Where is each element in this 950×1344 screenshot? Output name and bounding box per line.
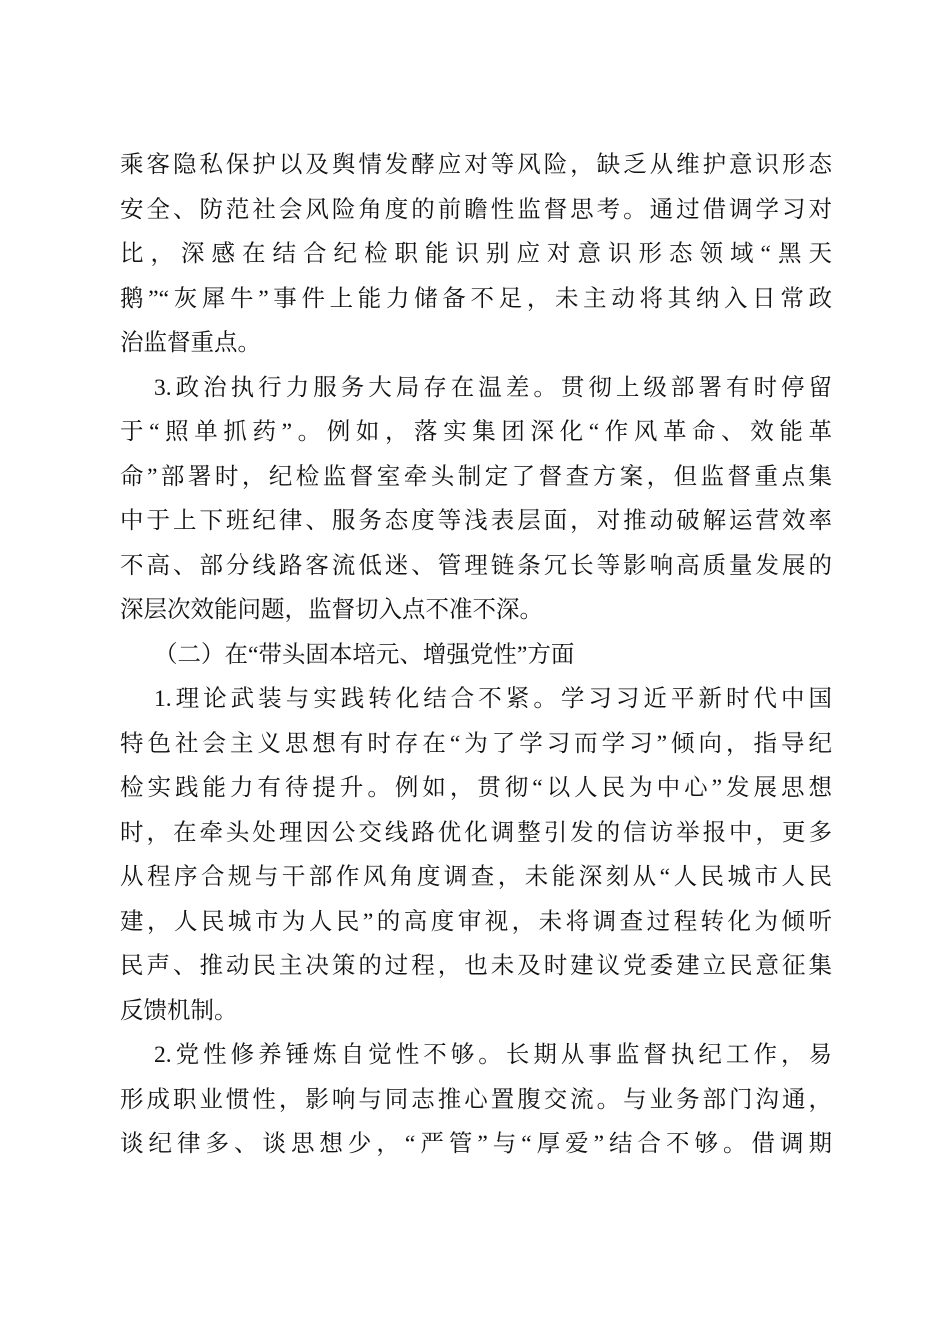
text-line: 反馈机制。 [120,997,238,1024]
text-line: 命”部署时，纪检监督室牵头制定了督查方案，但监督重点集 [120,463,832,490]
text-line: 2.党性修养锤炼自觉性不够。长期从事监督执纪工作，易 [154,1042,832,1068]
text-line: 不高、部分线路客流低迷、管理链条冗长等影响高质量发展的 [120,552,832,579]
text-line: 1.理论武装与实践转化结合不紧。学习习近平新时代中国 [154,686,832,712]
text-line: 特色社会主义思想有时存在“为了学习而学习”倾向，指导纪 [120,730,832,757]
text-line: 形成职业惯性，影响与同志推心置腹交流。与业务部门沟通， [120,1086,832,1113]
section-heading [120,633,832,678]
paragraph [120,1033,832,1167]
text-line: 民声、推动民主决策的过程，也未及时建议党委建立民意征集 [120,953,832,979]
text-line: 中于上下班纪律、服务态度等浅表层面，对推动破解运营效率 [120,508,832,534]
document-page [120,143,832,1167]
text-line: 时，在牵头处理因公交线路优化调整引发的信访举报中，更多 [120,819,832,846]
paragraph [120,677,832,1033]
text-line: 3.政治执行力服务大局存在温差。贯彻上级部署有时停留 [154,374,832,401]
paragraph [120,143,832,366]
text-line: 安全、防范社会风险角度的前瞻性监督思考。通过借调学习对 [120,196,832,223]
heading-text: （二）在“带头固本培元、增强党性”方面 [154,641,575,668]
text-line: 鹅”“灰犀牛”事件上能力储备不足，未主动将其纳入日常政 [120,285,832,312]
text-line: 深层次效能问题，监督切入点不准不深。 [120,597,543,623]
text-line: 乘客隐私保护以及舆情发酵应对等风险，缺乏从维护意识形态 [120,152,832,178]
text-line: 建，人民城市为人民”的高度审视，未将调查过程转化为倾听 [120,908,832,935]
text-line: 谈纪律多、谈思想少，“严管”与“厚爱”结合不够。借调期 [120,1131,832,1157]
text-line: 比，深感在结合纪检职能识别应对意识形态领域“黑天 [120,241,832,267]
paragraph [120,366,832,633]
text-line: 检实践能力有待提升。例如，贯彻“以人民为中心”发展思想 [120,775,832,801]
text-line: 治监督重点。 [120,330,261,356]
text-line: 从程序合规与干部作风角度调查，未能深刻从“人民城市人民 [120,864,832,890]
text-line: 于“照单抓药”。例如，落实集团深化“作风革命、效能革 [120,419,832,445]
